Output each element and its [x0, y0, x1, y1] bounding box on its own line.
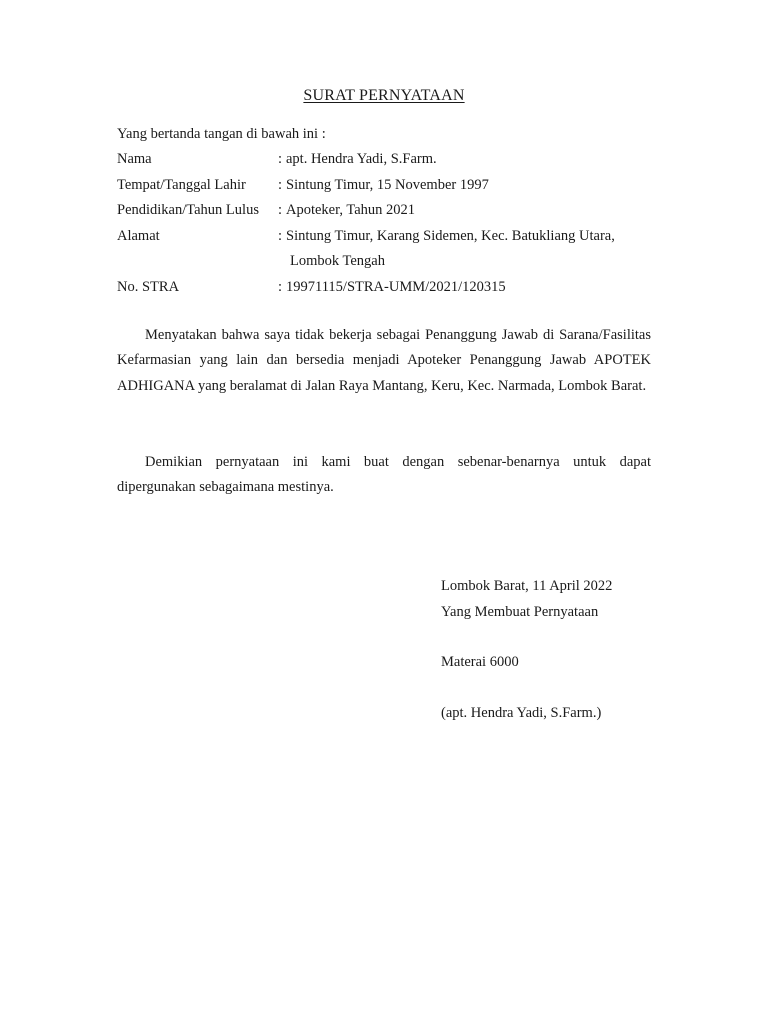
field-value-stra: 19971115/STRA-UMM/2021/120315 — [286, 278, 506, 295]
identity-fields — [117, 150, 677, 303]
field-colon: : — [278, 227, 283, 244]
field-value-alamat-line2: Lombok Tengah — [290, 252, 385, 269]
field-value-alamat-line1: Sintung Timur, Karang Sidemen, Kec. Batukliang Utara, — [286, 227, 615, 244]
intro-text: Yang bertanda tangan di bawah ini : — [117, 126, 326, 142]
field-value-ttl: Sintung Timur, 15 November 1997 — [286, 176, 489, 193]
field-value-alamat — [286, 227, 677, 278]
field-colon: : — [278, 202, 283, 218]
stamp-duty-label: Materai 6000 — [441, 654, 519, 670]
signature-role: Yang Membuat Pernyataan — [441, 603, 599, 620]
field-value-nama: apt. Hendra Yadi, S.Farm. — [286, 151, 437, 167]
document-title: SURAT PERNYATAAN — [303, 87, 465, 104]
field-row-ttl — [117, 176, 677, 202]
field-row-pendidikan — [117, 201, 677, 227]
field-row-stra — [117, 278, 677, 304]
field-label-nama: Nama — [117, 151, 152, 167]
field-label-alamat: Alamat — [117, 227, 160, 244]
field-colon: : — [278, 278, 283, 295]
field-label-pendidikan: Pendidikan/Tahun Lulus — [117, 202, 259, 218]
field-row-nama — [117, 150, 677, 176]
field-label-stra: No. STRA — [117, 278, 180, 295]
signature-block — [441, 577, 681, 729]
field-colon: : — [278, 151, 283, 167]
statement-paragraph: Menyatakan bahwa saya tidak bekerja sebagai Penanggung Jawab di Sarana/Fasilitas Kefarmasian yang lain dan bersedia menjadi Apoteker Penanggung Jawab APOTEK ADHIGANA yang beralamat di Jalan Raya Mantang, Keru, Kec. Narmada, Lombok Barat. — [117, 327, 651, 394]
closing-paragraph: Demikian pernyataan ini kami buat dengan sebenar-benarnya untuk dapat dipergunakan sebagaimana mestinya. — [117, 454, 651, 496]
field-value-pendidikan: Apoteker, Tahun 2021 — [286, 202, 416, 218]
signatory-name: (apt. Hendra Yadi, S.Farm.) — [441, 704, 602, 721]
field-colon: : — [278, 176, 283, 193]
field-row-alamat — [117, 227, 677, 278]
signature-place-date: Lombok Barat, 11 April 2022 — [441, 578, 613, 594]
field-label-ttl: Tempat/Tanggal Lahir — [117, 176, 246, 193]
